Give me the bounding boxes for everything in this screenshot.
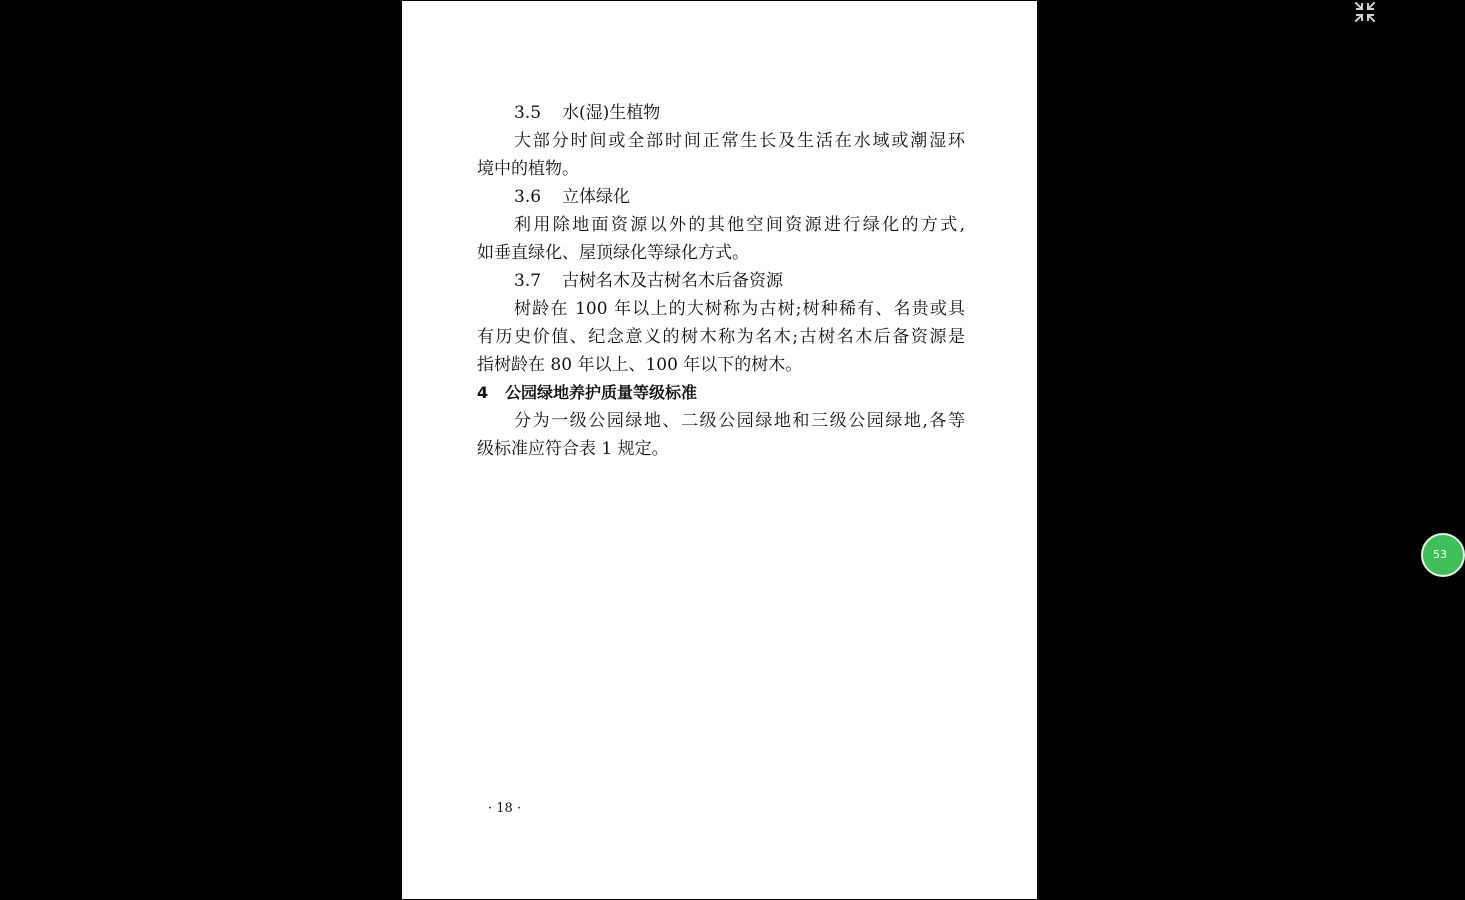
paragraph-line: 有历史价值、纪念意义的树木称为名木;古树名木后备资源是 <box>477 327 965 347</box>
section-number: 3.7 <box>514 271 542 291</box>
section-heading-4 <box>477 379 965 407</box>
section-title: 水(湿)生植物 <box>562 103 661 123</box>
page-indicator-badge[interactable]: 53 <box>1421 533 1465 577</box>
paragraph-line: 分为一级公园绿地、二级公园绿地和三级公园绿地,各等 <box>514 411 965 431</box>
section-number: 4 <box>477 383 489 402</box>
paragraph-line: 大部分时间或全部时间正常生长及生活在水域或潮湿环 <box>514 131 965 151</box>
section-heading-3-6 <box>477 183 965 211</box>
section-title: 公园绿地养护质量等级标准 <box>505 383 698 402</box>
section-heading-3-7 <box>477 267 965 295</box>
paragraph-line: 利用除地面资源以外的其他空间资源进行绿化的方式, <box>514 215 965 235</box>
exit-fullscreen-icon <box>1352 0 1378 24</box>
document-page[interactable] <box>402 1 1037 899</box>
section-title: 古树名木及古树名木后备资源 <box>562 271 783 291</box>
page-number: · 18 · <box>488 801 522 816</box>
paragraph-line: 境中的植物。 <box>477 159 579 179</box>
page-content <box>477 99 965 463</box>
section-number: 3.5 <box>514 103 542 123</box>
section-number: 3.6 <box>514 187 542 207</box>
section-title: 立体绿化 <box>562 187 630 207</box>
paragraph-line: 指树龄在 80 年以上、100 年以下的树木。 <box>477 355 803 375</box>
section-heading-3-5 <box>477 99 965 127</box>
paragraph-line: 树龄在 100 年以上的大树称为古树;树种稀有、名贵或具 <box>514 299 965 319</box>
paragraph-line: 如垂直绿化、屋顶绿化等绿化方式。 <box>477 243 749 263</box>
paragraph-line: 级标准应符合表 1 规定。 <box>477 439 669 459</box>
exit-fullscreen-button[interactable] <box>1352 0 1378 24</box>
